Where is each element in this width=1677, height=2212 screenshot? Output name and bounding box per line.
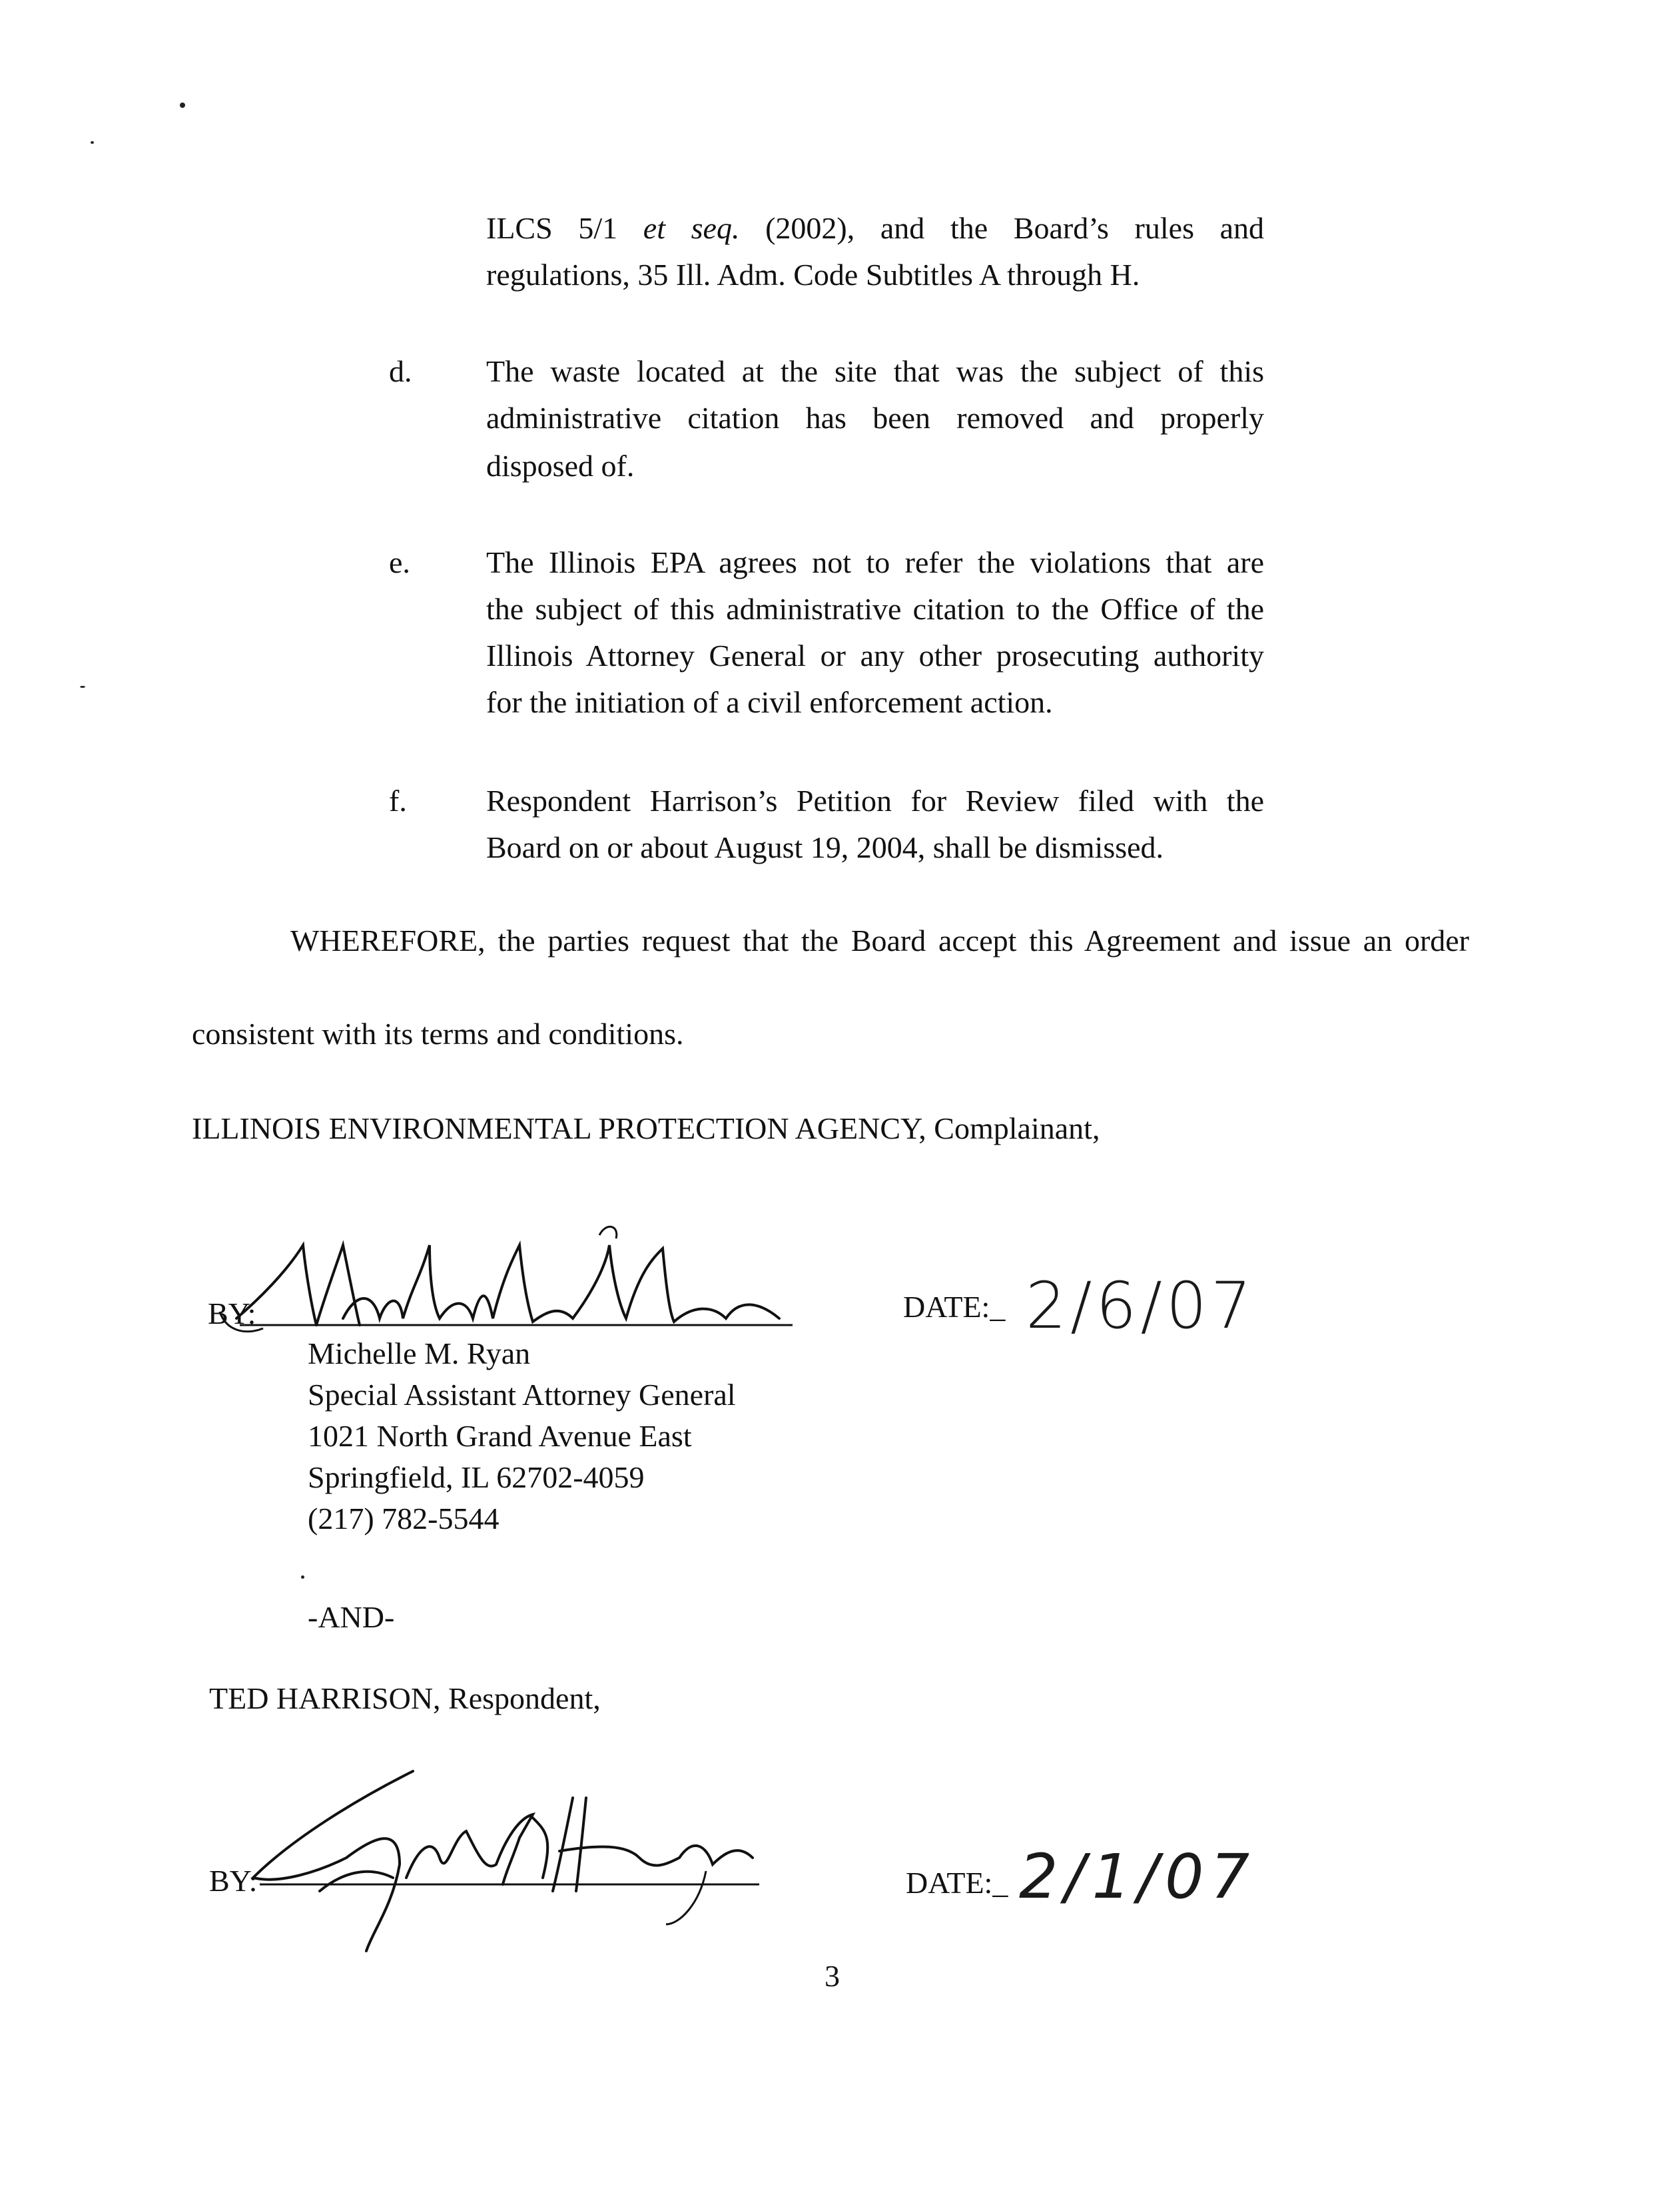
- complainant-date-value: 2/6/07: [1026, 1268, 1255, 1343]
- wherefore-line-1: WHEREFORE, the parties request that the Board accept this Agreement and issue an order: [290, 924, 1469, 958]
- scan-speck: [80, 686, 85, 688]
- complainant-signer-name: Michelle M. Ryan: [308, 1336, 531, 1370]
- respondent-signature: [240, 1758, 786, 1958]
- continuation-line-1: [486, 213, 1264, 244]
- respondent-date-value: 2/1/07: [1019, 1841, 1257, 1912]
- continuation-italic: et seq.: [643, 211, 740, 245]
- item-e-line-2: the subject of this administrative citation to the Office of the: [486, 592, 1264, 626]
- complainant-signer-phone: (217) 782-5544: [308, 1502, 500, 1535]
- respondent-heading: TED HARRISON, Respondent,: [209, 1681, 601, 1715]
- scan-speck: [91, 141, 94, 144]
- scan-speck: [180, 103, 185, 108]
- complainant-signer-city: Springfield, IL 62702-4059: [308, 1460, 645, 1494]
- item-e-line-1: The Illinois EPA agrees not to refer the violations that are: [486, 545, 1264, 579]
- complainant-heading: ILLINOIS ENVIRONMENTAL PROTECTION AGENCY, Complainant,: [192, 1111, 1100, 1145]
- and-separator: -AND-: [308, 1600, 395, 1634]
- item-d-line-1: The waste located at the site that was the subject of this: [486, 354, 1264, 388]
- item-marker-d: d.: [389, 354, 412, 388]
- scan-speck: [301, 1575, 304, 1579]
- item-f-line-1: Respondent Harrison’s Petition for Review filed with the: [486, 784, 1264, 818]
- item-e-line-3: Illinois Attorney General or any other prosecuting authority: [486, 639, 1264, 673]
- respondent-date-label: DATE:_: [906, 1866, 1008, 1900]
- item-d-line-3: disposed of.: [486, 449, 635, 483]
- page-number: 3: [825, 1959, 840, 1993]
- item-d-line-2: administrative citation has been removed and properly: [486, 401, 1264, 435]
- complainant-signer-title: Special Assistant Attorney General: [308, 1378, 736, 1412]
- item-f-line-2: Board on or about August 19, 2004, shall be dismissed.: [486, 830, 1164, 864]
- respondent-by-label: BY:: [209, 1864, 258, 1898]
- continuation-text-a: ILCS 5/1: [486, 211, 618, 245]
- item-marker-e: e.: [389, 545, 410, 579]
- complainant-date-label: DATE:_: [903, 1290, 1006, 1324]
- complainant-signer-street: 1021 North Grand Avenue East: [308, 1419, 692, 1453]
- wherefore-line-2: consistent with its terms and conditions.: [192, 1017, 684, 1051]
- continuation-text-b: (2002), and the Board’s rules and: [765, 211, 1265, 245]
- complainant-by-label: BY:: [208, 1296, 256, 1330]
- continuation-line-2: regulations, 35 Ill. Adm. Code Subtitles A through H.: [486, 258, 1140, 292]
- item-marker-f: f.: [389, 784, 407, 818]
- complainant-signature: [200, 1219, 799, 1352]
- item-e-line-4: for the initiation of a civil enforcement action.: [486, 685, 1053, 719]
